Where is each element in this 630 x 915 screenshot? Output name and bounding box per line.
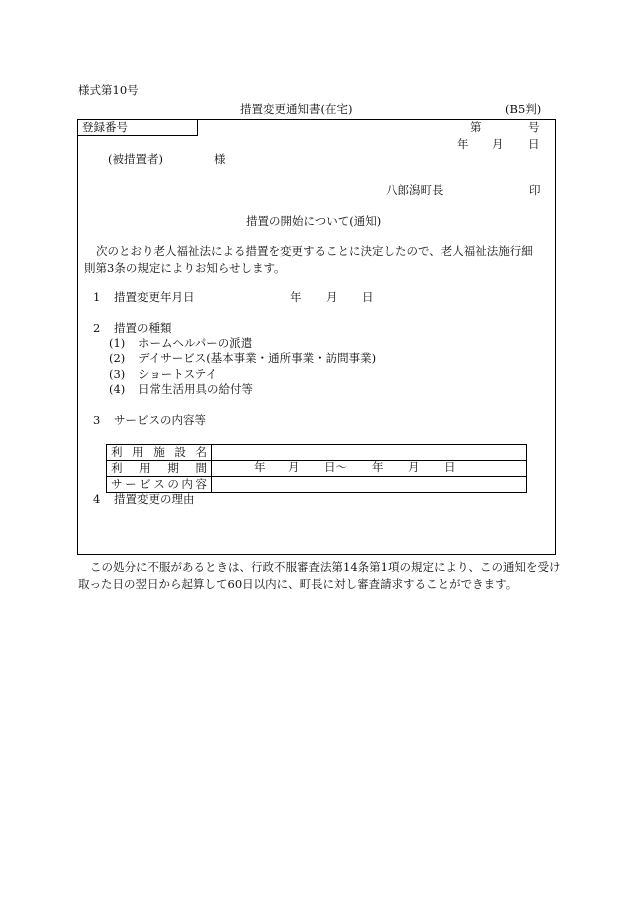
sender-name: 八郎潟町長 xyxy=(386,183,444,197)
measure-item-number: (1) xyxy=(109,336,126,350)
table-row xyxy=(107,477,527,493)
section-3-number: 3 xyxy=(93,413,101,427)
period-start-year: 年 xyxy=(254,460,266,474)
date-month: 月 xyxy=(492,137,504,151)
period-start-month: 月 xyxy=(288,460,300,474)
section-2-number: 2 xyxy=(93,321,101,335)
period-end-month: 月 xyxy=(408,460,420,474)
notice-body: 次のとおり老人福祉法による措置を変更することに決定したので、老人福祉法施行細則第3条の規定によりお知らせします。 xyxy=(84,244,533,275)
section-4-label: 措置変更の理由 xyxy=(114,492,195,506)
form-number: 様式第10号 xyxy=(78,83,139,97)
notice-number-suffix: 号 xyxy=(528,120,540,134)
section-1-month: 月 xyxy=(326,290,338,304)
measure-item-text: デイサービス(基本事業・通所事業・訪問事業) xyxy=(138,351,377,365)
date-year: 年 xyxy=(457,137,469,151)
seal-mark: 印 xyxy=(529,183,541,197)
period-start-day: 日〜 xyxy=(324,460,347,474)
measure-item-text: 日常生活用具の給付等 xyxy=(138,382,253,396)
date-day: 日 xyxy=(528,137,540,151)
measure-item-text: ショートステイ xyxy=(138,367,218,381)
document-title: 措置変更通知書(在宅) xyxy=(240,102,353,116)
recipient-label: (被措置者) xyxy=(108,152,163,166)
period-label: 利用期間 xyxy=(107,461,212,477)
registration-number-label: 登録番号 xyxy=(82,120,128,134)
measure-item-number: (3) xyxy=(109,367,126,381)
table-row xyxy=(107,445,527,461)
section-1-day: 日 xyxy=(362,290,374,304)
service-content-field[interactable] xyxy=(212,477,527,493)
section-1-year: 年 xyxy=(290,290,302,304)
section-4-number: 4 xyxy=(93,492,101,506)
table-row xyxy=(107,461,527,477)
notice-number-prefix: 第 xyxy=(470,120,482,134)
paper-size-note: (B5判) xyxy=(505,102,542,116)
notice-subject: 措置の開始について(通知) xyxy=(246,214,382,228)
section-2-label: 措置の種類 xyxy=(114,321,172,335)
measure-item-number: (2) xyxy=(109,351,126,365)
facility-label: 利用施設名 xyxy=(107,445,212,461)
appeal-notice: この処分に不服があるときは、行政不服審査法第14条第1項の規定により、この通知を受け取った日の翌日から起算して60日以内に、町長に対し審査請求することができます。 xyxy=(78,560,561,591)
section-3-label: サービスの内容等 xyxy=(114,413,206,427)
recipient-honorific: 様 xyxy=(214,152,226,166)
section-1-label: 措置変更年月日 xyxy=(114,290,195,304)
section-1-number: 1 xyxy=(93,290,101,304)
period-end-day: 日 xyxy=(444,460,456,474)
service-content-label: サービスの内容 xyxy=(107,477,212,493)
facility-field[interactable] xyxy=(212,445,527,461)
measure-item-text: ホームヘルパーの派遣 xyxy=(138,336,253,350)
period-end-year: 年 xyxy=(372,460,384,474)
service-table xyxy=(106,444,527,493)
period-field[interactable] xyxy=(212,461,527,477)
measure-item-number: (4) xyxy=(109,382,126,396)
